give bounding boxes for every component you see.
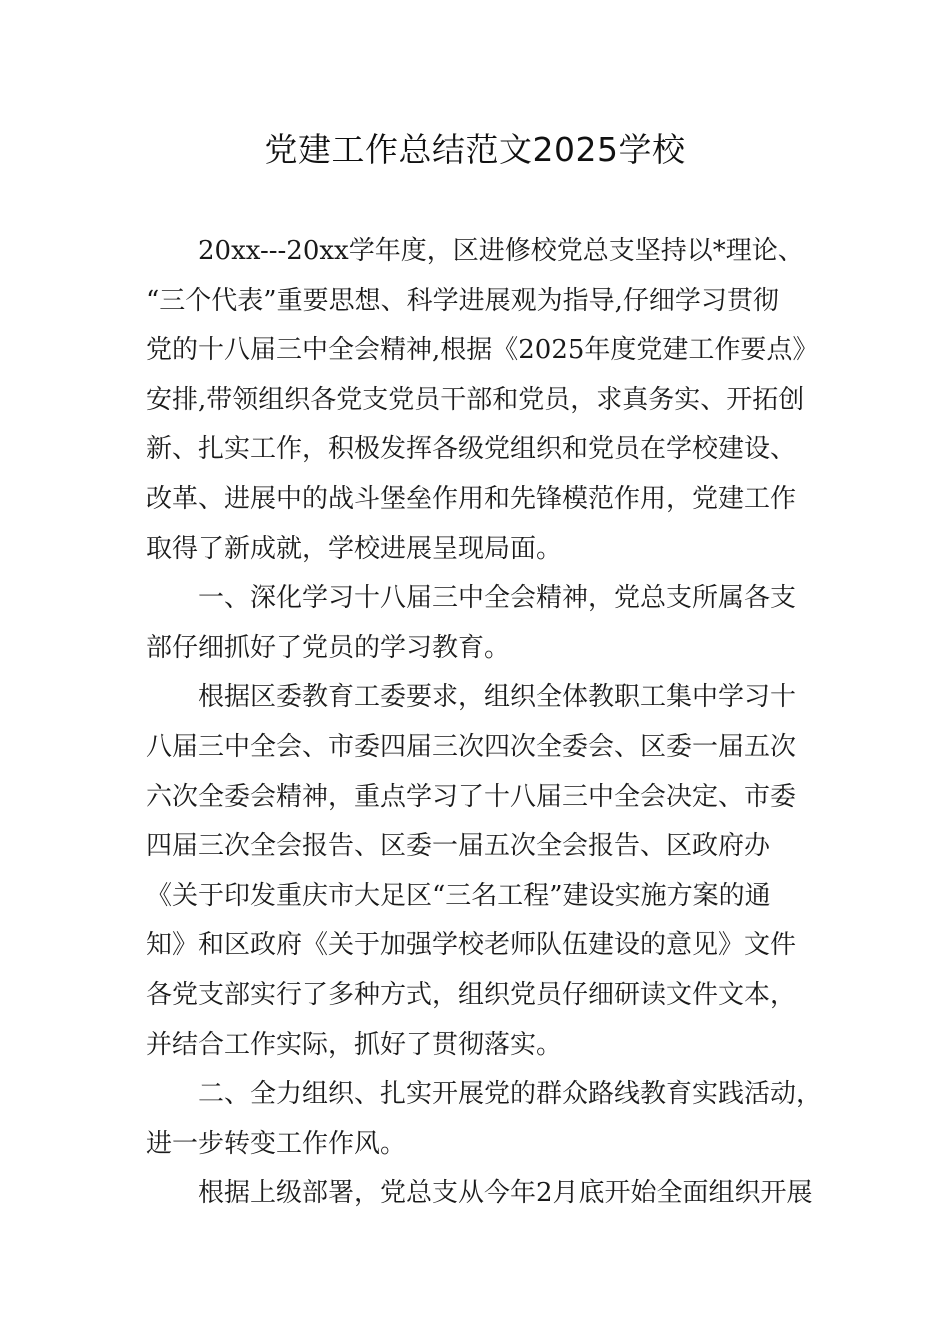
paragraph-line: 并结合工作实际，抓好了贯彻落实。: [146, 1029, 563, 1060]
paragraph-first-line: 根据区委教育工委要求，组织全体教职工集中学习十: [198, 682, 797, 713]
paragraph-line: 四届三次全会报告、区委一届五次全会报告、区政府办: [146, 831, 771, 862]
paragraph-line: 知》和区政府《关于加强学校老师队伍建设的意见》文件: [146, 930, 797, 961]
paragraph-line: 各党支部实行了多种方式，组织党员仔细研读文件文本，: [146, 979, 797, 1010]
paragraph-first-line: 根据上级部署，党总支从今年2月底开始全面组织开展: [198, 1178, 813, 1209]
paragraph-line: 《关于印发重庆市大足区“三名工程”建设实施方案的通: [146, 880, 771, 911]
paragraph-first-line: 二、全力组织、扎实开展党的群众路线教育实践活动，: [198, 1079, 823, 1110]
paragraph-line: 改革、进展中的战斗堡垒作用和先锋模范作用，党建工作: [146, 483, 797, 514]
paragraph-first-line: 一、深化学习十八届三中全会精神，党总支所属各支: [198, 583, 797, 614]
paragraph-line: 党的十八届三中全会精神,根据《2025年度党建工作要点》: [146, 335, 819, 366]
document-title: 党建工作总结范文2025学校: [264, 130, 686, 169]
paragraph-line: 部仔细抓好了党员的学习教育。: [146, 632, 511, 663]
paragraph-line: 八届三中全会、市委四届三次四次全委会、区委一届五次: [146, 731, 797, 762]
document-body: [146, 227, 826, 1219]
paragraph-line: 安排,带领组织各党支党员干部和党员，求真务实、开拓创: [146, 384, 805, 415]
paragraph-line: “三个代表”重要思想、科学进展观为指导,仔细学习贯彻: [146, 285, 779, 316]
paragraph-first-line: 20xx---20xx学年度，区进修校党总支坚持以*理论、: [198, 236, 804, 266]
paragraph-line: 进一步转变工作作风。: [146, 1128, 407, 1159]
paragraph-line: 六次全委会精神，重点学习了十八届三中全会决定、市委: [146, 781, 797, 812]
paragraph-line: 新、扎实工作，积极发挥各级党组织和党员在学校建设、: [146, 434, 797, 465]
paragraph-line: 取得了新成就，学校进展呈现局面。: [146, 533, 563, 564]
